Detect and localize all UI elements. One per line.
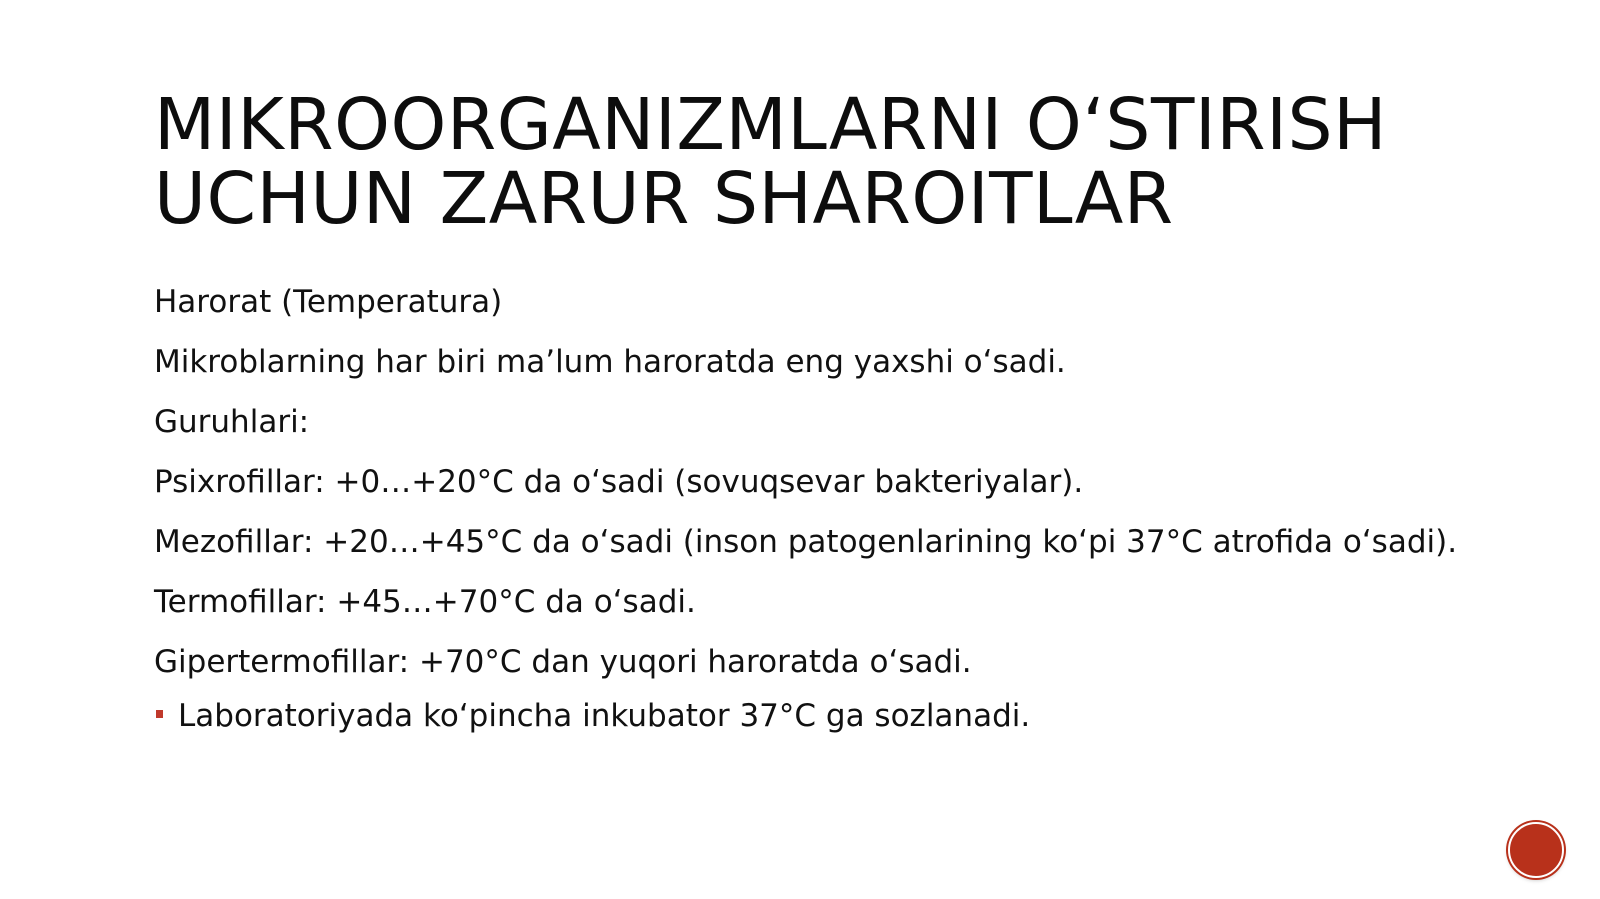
paragraph-heading: Harorat (Temperatura) bbox=[154, 284, 503, 320]
paragraph-mesophiles: Mezofillar: +20…+45°C da o‘sadi (inson patogenlarining ko‘pi 37°C atrofida o‘sadi). bbox=[154, 524, 1458, 560]
paragraph-intro: Mikroblarning har biri ma’lum haroratda eng yaxshi o‘sadi. bbox=[154, 344, 1066, 380]
paragraph-hyperthermophiles: Gipertermofillar: +70°C dan yuqori haroratda o‘sadi. bbox=[154, 644, 972, 680]
slide-title-line-2: UCHUN ZARUR SHAROITLAR bbox=[154, 157, 1174, 240]
bullet-square-icon bbox=[156, 710, 163, 718]
slide-body bbox=[154, 282, 1554, 736]
slide-title bbox=[154, 83, 1534, 240]
slide-nav-button[interactable] bbox=[1508, 822, 1564, 878]
bullet-item bbox=[154, 696, 1554, 736]
paragraph-thermophiles: Termofillar: +45…+70°C da o‘sadi. bbox=[154, 584, 696, 620]
paragraph-groups: Guruhlari: bbox=[154, 404, 310, 440]
bullet-item-text: Laboratoriyada ko‘pincha inkubator 37°C ga sozlanadi. bbox=[178, 698, 1031, 734]
paragraph-psychrophiles: Psixrofillar: +0…+20°C da o‘sadi (sovuqsevar bakteriyalar). bbox=[154, 464, 1084, 500]
slide-title-line-1: MIKROORGANIZMLARNI O‘STIRISH bbox=[154, 83, 1387, 166]
